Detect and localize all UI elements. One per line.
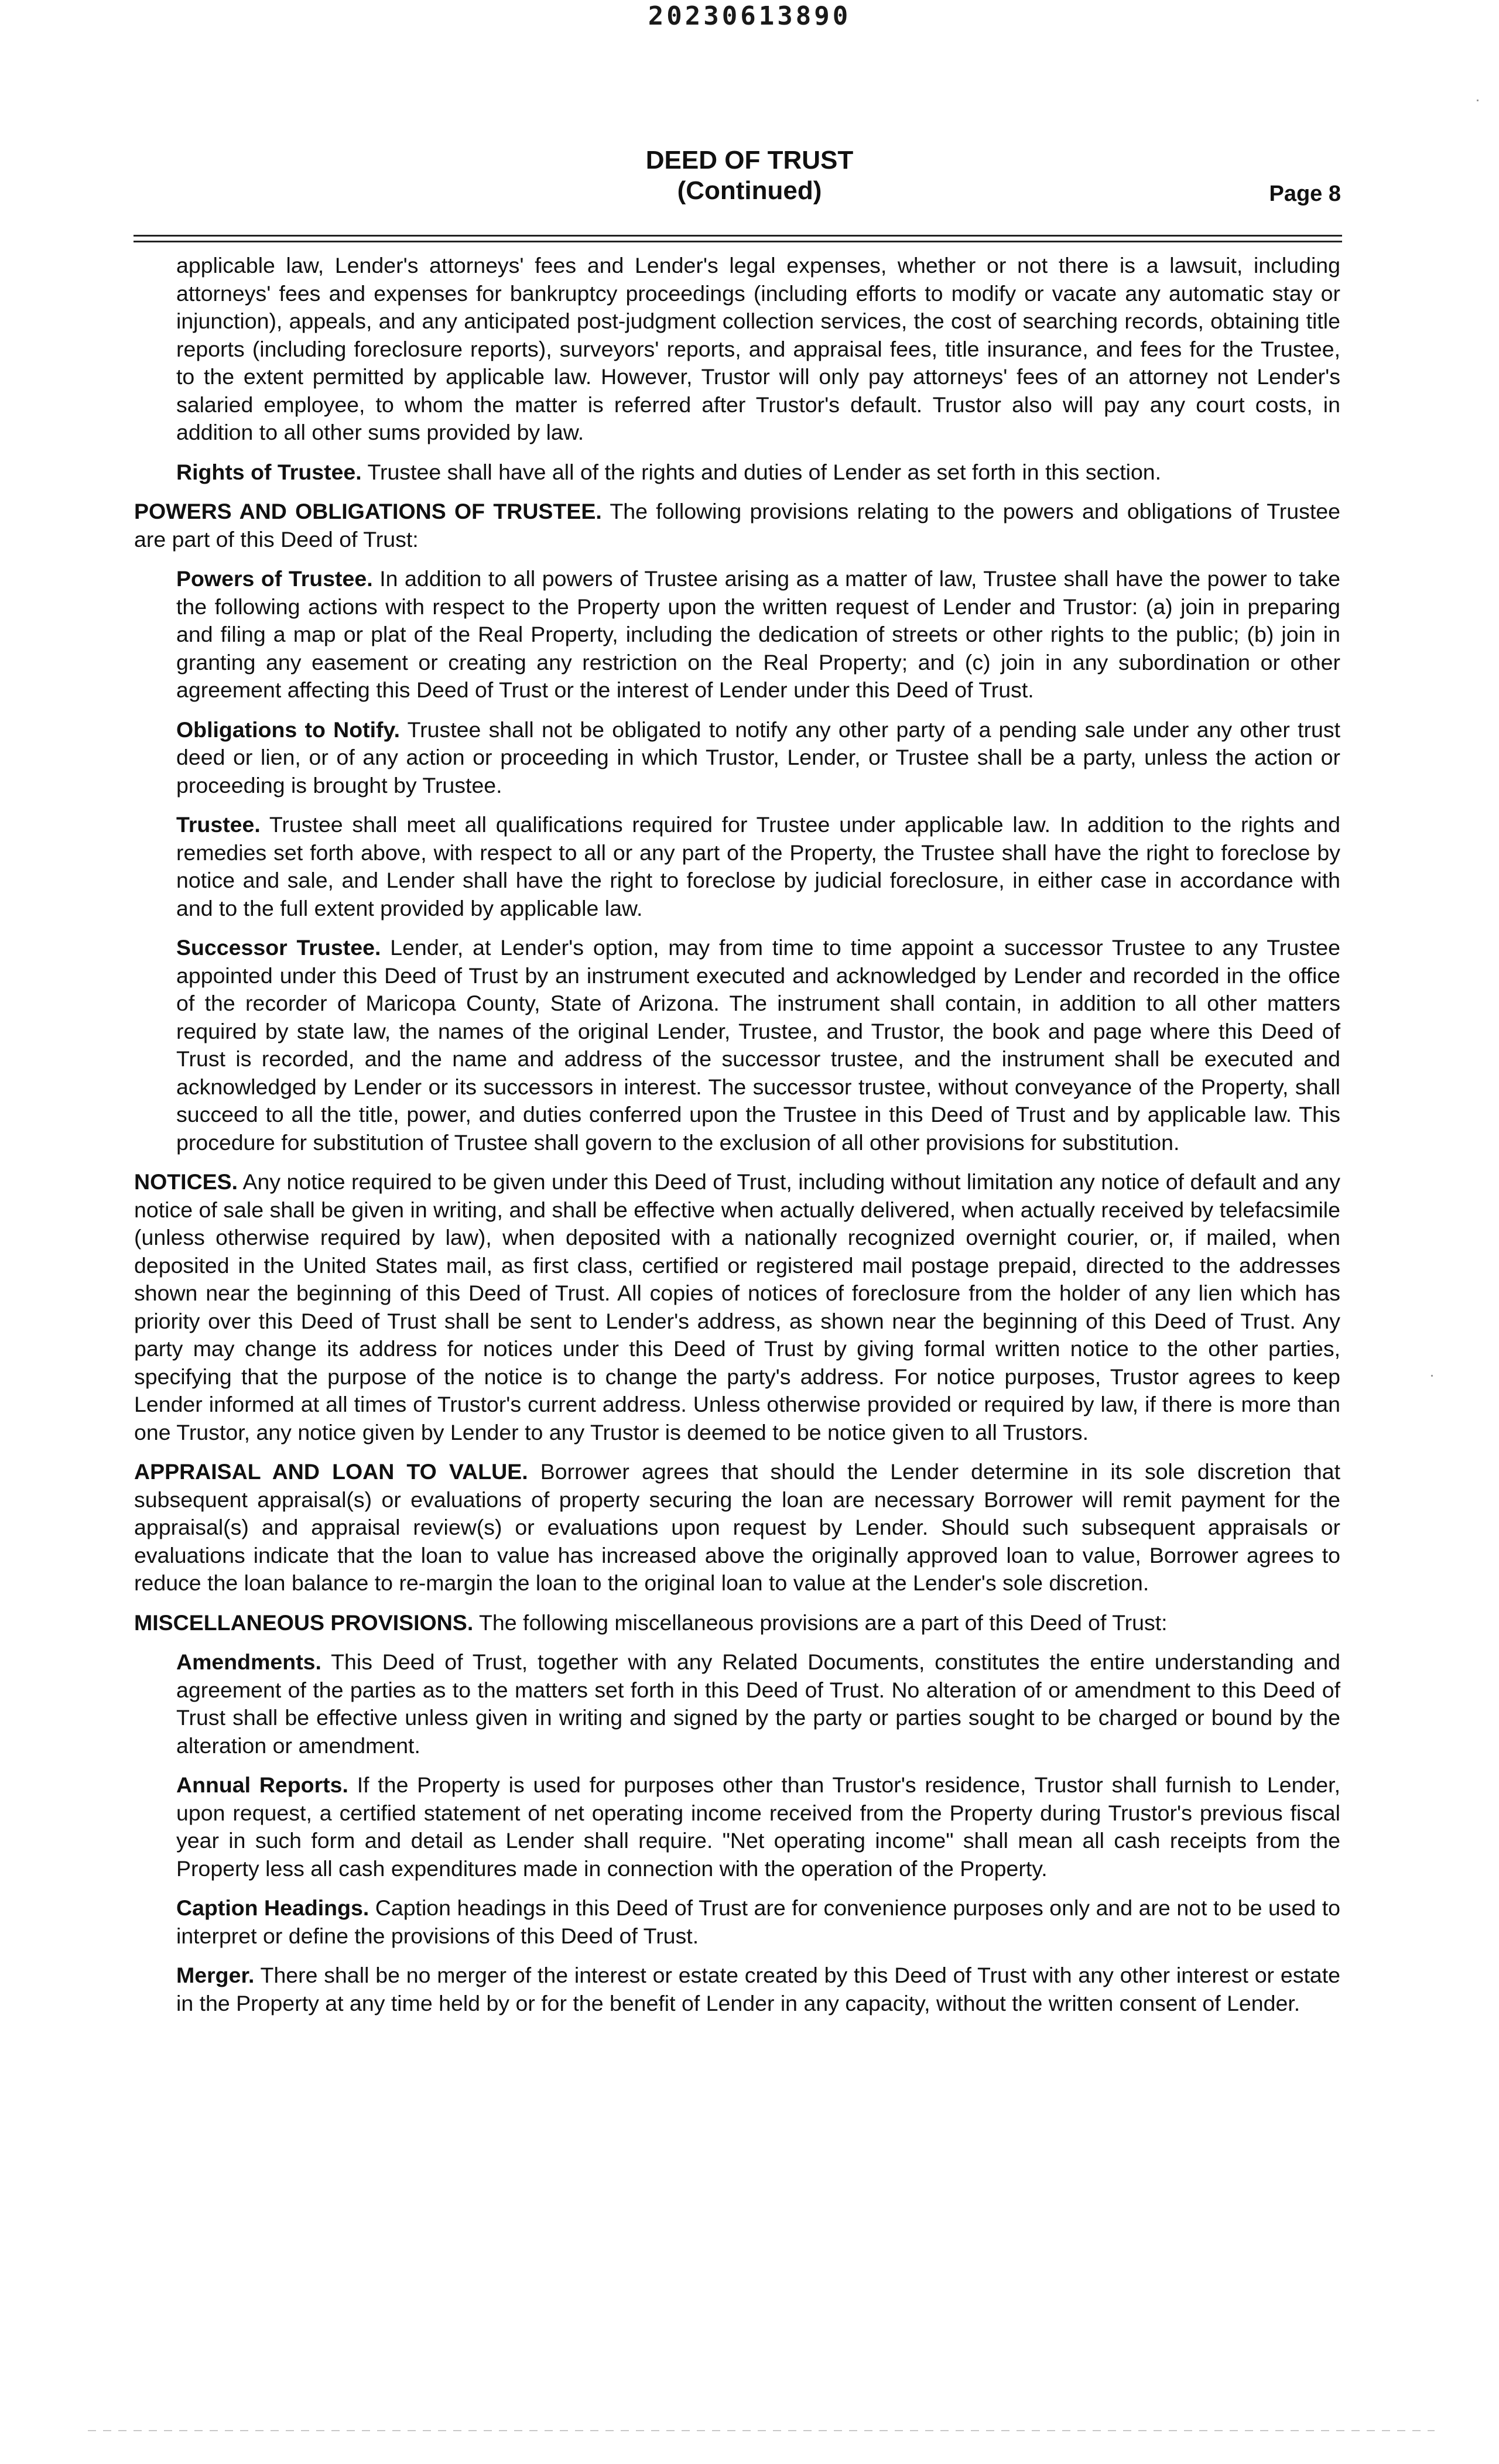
amendments: Amendments. This Deed of Trust, together with any Related Documents, constitutes the entire understanding and agreement of the parties as to the matters set forth in this Deed of Trust. No alteration of or amendment to this Deed of Trust shall be effective unless given in writing and signed by the party or parties sought to be charged or bound by the alteration or amendment. xyxy=(176,1649,1340,1758)
page-number: Page 8 xyxy=(1269,182,1341,206)
section-heading: MISCELLANEOUS PROVISIONS. xyxy=(134,1610,474,1635)
scan-speck xyxy=(1477,100,1479,101)
appraisal-section: APPRAISAL AND LOAN TO VALUE. Borrower agrees that should the Lender determine in its sole discretion that subsequent appraisal(s) or evaluations of property securing the loan are necessary Borrower will remit payment for the appraisal(s) and appraisal review(s) or evaluations upon request by Lender. Should such subsequent appraisals or evaluations indicate that the loan to value has increased above the originally approved loan to value, Borrower agrees to reduce the loan balance to re-margin the loan to the original loan to value at the Lender's sole discretion. xyxy=(134,1459,1340,1595)
document-subtitle: (Continued) xyxy=(677,176,822,205)
caption-headings: Caption Headings. Caption headings in this Deed of Trust are for convenience purposes only and are not to be used to interpret or define the provisions of this Deed of Trust. xyxy=(176,1895,1341,1948)
section-heading: Amendments. xyxy=(176,1649,321,1674)
annual-reports: Annual Reports. If the Property is used for purposes other than Trustor's residence, Trustor shall furnish to Lender, upon request, a certified statement of net operating income received from the Property during Trustor's previous fiscal year in such form and detail as Lender shall require. "Net operating income" shall mean all cash receipts from the Property less all cash expenditures made in connection with the operation of the Property. xyxy=(176,1772,1340,1881)
successor-trustee: Successor Trustee. Lender, at Lender's option, may from time to time appoint a successor Trustee to any Trustee appointed under this Deed of Trust by an instrument executed and acknowledged by Lender and recorded in the office of the recorder of Maricopa County, State of Arizona. The instrument shall contain, in addition to all other matters required by state law, the names of the original Lender, Trustee, and Trustor, the book and page where this Deed of Trust is recorded, and the name and address of the successor trustee, and the instrument shall be executed and acknowledged by Lender or its successors in interest. The successor trustee, without conveyance of the Property, shall succeed to all the title, power, and duties conferred upon the Trustee in this Deed of Trust and by applicable law. This procedure for substitution of Trustee shall govern to the exclusion of all other provisions for substitution. xyxy=(176,935,1340,1155)
paragraph-fees: applicable law, Lender's attorneys' fees and Lender's legal expenses, whether or not there is a lawsuit, including attorneys' fees and expenses for bankruptcy proceedings (including efforts to modify or vacate any automatic stay or injunction), appeals, and any anticipated post-judgment collection services, the cost of searching records, obtaining title reports (including foreclosure reports), surveyors' reports, and appraisal fees, title insurance, and fees for the Trustee, to the extent permitted by applicable law. However, Trustor will only pay attorneys' fees of an attorney not Lender's salaried employee, to whom the matter is referred after Trustor's default. Trustor also will pay any court costs, in addition to all other sums provided by law. xyxy=(176,253,1340,444)
header-rule-bottom xyxy=(134,241,1342,242)
trustee-qualifications: Trustee. Trustee shall meet all qualifications required for Trustee under applicable law. In addition to the rights and remedies set forth above, with respect to all or any part of the Property, the Trustee shall have the right to foreclose by notice and sale, and Lender shall have the right to foreclose by judicial foreclosure, in either case in accordance with and to the full extent provided by applicable law. xyxy=(176,812,1340,920)
section-heading: Powers of Trustee. xyxy=(176,566,373,591)
section-heading: Trustee. xyxy=(176,812,261,837)
document-body xyxy=(134,252,1340,2029)
section-heading: Rights of Trustee. xyxy=(176,459,362,484)
section-heading: POWERS AND OBLIGATIONS OF TRUSTEE. xyxy=(134,499,602,523)
section-heading: Merger. xyxy=(176,1963,255,1987)
recording-number: 20230613890 xyxy=(648,1,851,31)
merger: Merger. There shall be no merger of the interest or estate created by this Deed of Trust with any other interest or estate in the Property at any time held by or for the benefit of Lender in any capacity, without the written consent of Lender. xyxy=(176,1963,1340,2015)
notices-section: NOTICES. Any notice required to be given under this Deed of Trust, including without limitation any notice of default and any notice of sale shall be given in writing, and shall be effective when actually delivered, when actually received by telefacsimile (unless otherwise required by law), when deposited with a nationally recognized overnight courier, or, if mailed, when deposited in the United States mail, as first class, certified or registered mail postage prepaid, directed to the addresses shown near the beginning of this Deed of Trust. All copies of notices of foreclosure from the holder of any lien which has priority over this Deed of Trust shall be sent to Lender's address, as shown near the beginning of this Deed of Trust. Any party may change its address for notices under this Deed of Trust by giving formal written notice to the other parties, specifying that the purpose of the notice is to change the party's address. For notice purposes, Trustor agrees to keep Lender informed at all times of Trustor's current address. Unless otherwise provided or required by law, if there is more than one Trustor, any notice given by Lender to any Trustor is deemed to be notice given to all Trustors. xyxy=(134,1169,1340,1445)
section-heading: Obligations to Notify. xyxy=(176,717,401,742)
obligations-to-notify: Obligations to Notify. Trustee shall not be obligated to notify any other party of a pending sale under any other trust deed or lien, or of any action or proceeding in which Trustor, Lender, or Trustee shall be a party, unless the action or proceeding is brought by Trustee. xyxy=(176,717,1341,798)
header-rule-top xyxy=(134,235,1342,237)
miscellaneous-section: MISCELLANEOUS PROVISIONS. The following miscellaneous provisions are a part of this Deed of Trust: xyxy=(134,1610,1168,1635)
scan-speck xyxy=(1431,1375,1433,1377)
section-heading: Annual Reports. xyxy=(176,1772,348,1797)
powers-and-obligations-section: POWERS AND OBLIGATIONS OF TRUSTEE. The following provisions relating to the powers and obligations of Trustee are part of this Deed of Trust: xyxy=(134,499,1341,552)
rights-of-trustee: Rights of Trustee. Trustee shall have all of the rights and duties of Lender as set forth in this section. xyxy=(176,459,1162,484)
section-heading: APPRAISAL AND LOAN TO VALUE. xyxy=(134,1459,528,1484)
section-heading: NOTICES. xyxy=(134,1169,238,1194)
scan-artifact-line xyxy=(88,2430,1435,2431)
document-title: DEED OF TRUST xyxy=(645,146,854,174)
powers-of-trustee: Powers of Trustee. In addition to all powers of Trustee arising as a matter of law, Trustee shall have the power to take the following actions with respect to the Property upon the written request of Lender and Trustor: (a) join in preparing and filing a map or plat of the Real Property, including the dedication of streets or other rights to the public; (b) join in granting any easement or creating any restriction on the Real Property; and (c) join in any subordination or other agreement affecting this Deed of Trust or the interest of Lender under this Deed of Trust. xyxy=(176,566,1341,702)
section-heading: Caption Headings. xyxy=(176,1895,369,1920)
section-heading: Successor Trustee. xyxy=(176,935,381,960)
